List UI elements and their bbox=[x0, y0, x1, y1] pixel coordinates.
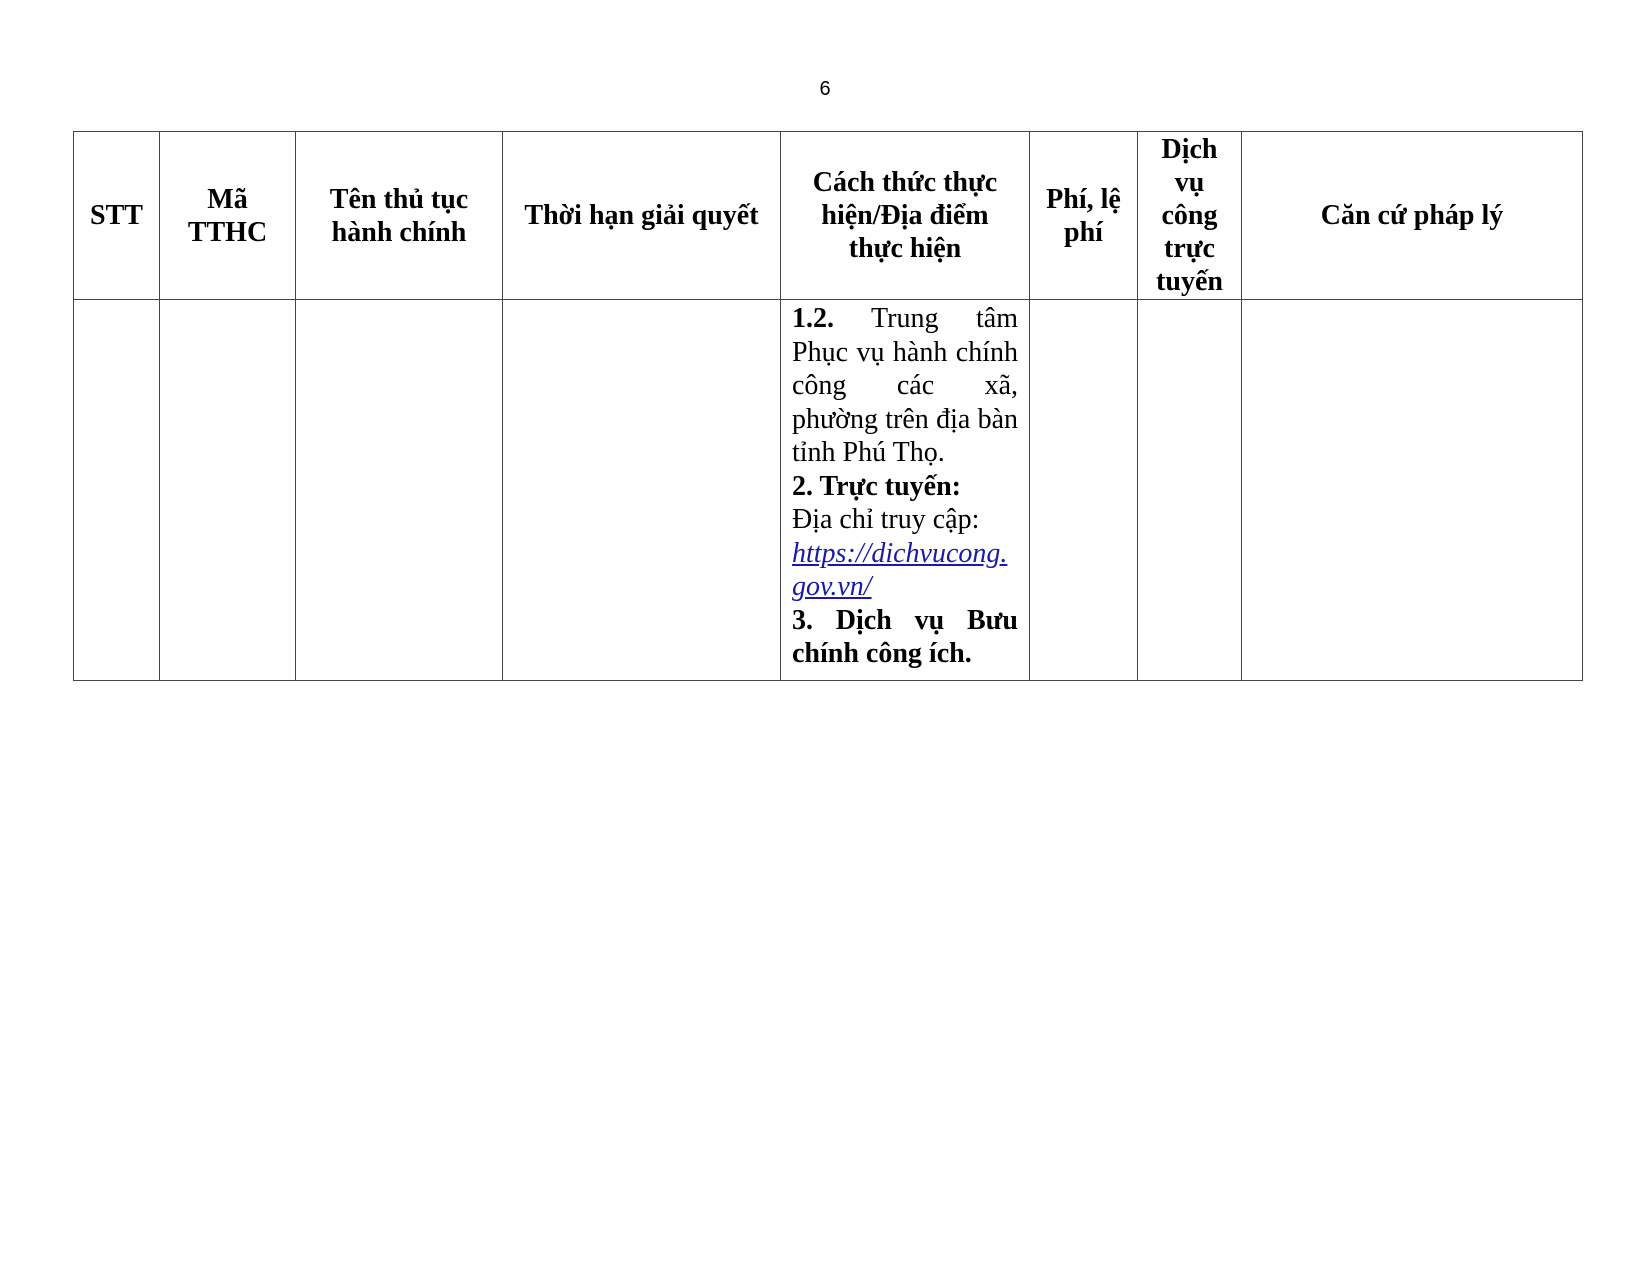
dichvucong-link[interactable]: https://dichvucong.gov.vn/ bbox=[792, 537, 1008, 602]
cell-cach-thuc bbox=[781, 300, 1030, 681]
header-phi-le-phi: Phí, lệ phí bbox=[1030, 132, 1138, 300]
header-ma-tthc: Mã TTHC bbox=[160, 132, 296, 300]
method-item-2-label: 2. Trực tuyến: bbox=[792, 470, 961, 502]
method-item-1-2-label: 1.2. bbox=[792, 303, 834, 334]
header-cach-thuc: Cách thức thực hiện/Địa điểm thực hiện bbox=[781, 132, 1030, 300]
header-thoi-han: Thời hạn giải quyết bbox=[503, 132, 781, 300]
header-stt: STT bbox=[74, 132, 160, 300]
table-row bbox=[74, 300, 1583, 681]
cell-thoi-han bbox=[503, 300, 781, 681]
page-number: 6 bbox=[819, 78, 831, 100]
header-ten-thu-tuc: Tên thủ tục hành chính bbox=[296, 132, 503, 300]
procedure-table bbox=[73, 131, 1583, 681]
cell-can-cu bbox=[1242, 300, 1583, 681]
method-item-3-label: 3. Dịch vụ Bưu chính công ích. bbox=[792, 604, 1018, 669]
method-item-2-text: Địa chỉ truy cập: bbox=[792, 504, 980, 535]
table-header-row bbox=[74, 132, 1583, 300]
cell-ten-thu-tuc bbox=[296, 300, 503, 681]
header-can-cu: Căn cứ pháp lý bbox=[1242, 132, 1583, 300]
method-item-1-2-text: Trung tâm Phục vụ hành chính công các xã, phường trên địa bàn tỉnh Phú Thọ. bbox=[792, 303, 1018, 468]
cell-phi-le-phi bbox=[1030, 300, 1138, 681]
method-item-1-2 bbox=[792, 302, 1018, 470]
cell-dich-vu-cong bbox=[1138, 300, 1242, 681]
cell-stt bbox=[74, 300, 160, 681]
cell-ma-tthc bbox=[160, 300, 296, 681]
header-dich-vu-cong: Dịch vụ công trực tuyến bbox=[1138, 132, 1242, 300]
